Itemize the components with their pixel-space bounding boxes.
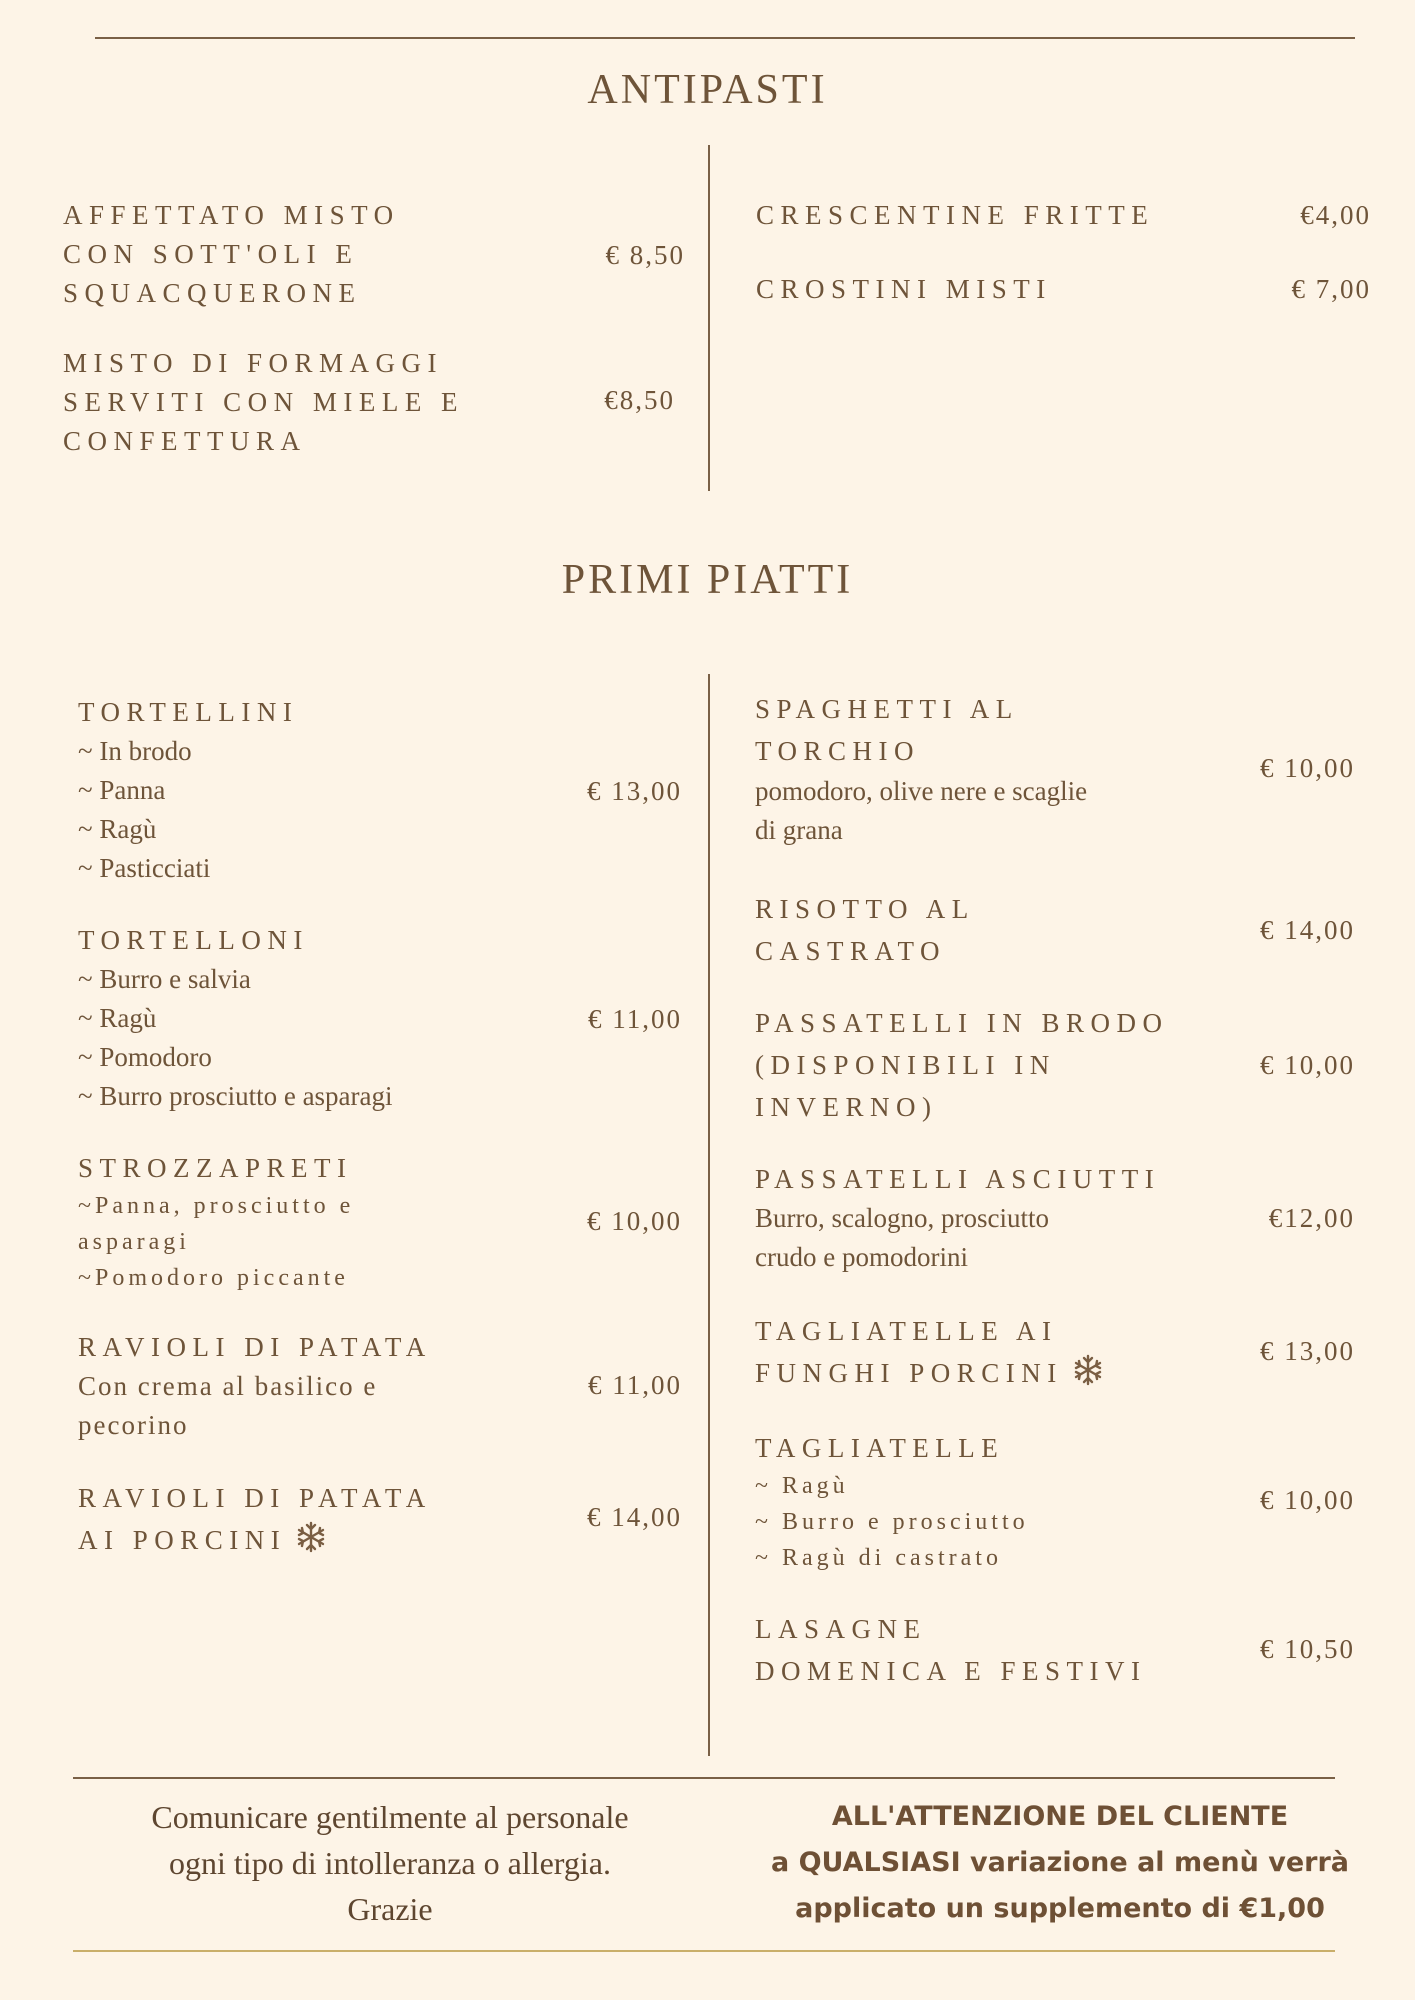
snowflake-icon [296, 1521, 326, 1565]
menu-item-ravioli-patata: RAVIOLI DI PATATA Con crema al basilico e pecorino [78, 1332, 432, 1440]
price: € 10,00 [1260, 1050, 1355, 1080]
menu-item-tagliatelle-porcini: TAGLIATELLE AI FUNGHI PORCINI [755, 1310, 1103, 1398]
menu-item-tortelloni: TORTELLONI ~ Burro e salvia ~ Ragù ~ Pomodoro ~ Burro prosciutto e asparagi [78, 925, 393, 1111]
price: € 7,00 [1291, 274, 1371, 304]
price: € 8,50 [605, 240, 685, 270]
top-rule [95, 37, 1355, 39]
price: € 10,00 [1260, 1485, 1355, 1515]
price: € 11,00 [588, 1004, 682, 1034]
footer-bottom-rule [73, 1950, 1335, 1952]
price: € 14,00 [1260, 915, 1355, 945]
menu-item-crostini: CROSTINI MISTI [756, 274, 1052, 304]
menu-item-tagliatelle: TAGLIATELLE ~ Ragù ~ Burro e prosciutto ~ Ragù di castrato [755, 1433, 1029, 1571]
menu-item-affettato: AFFETTATO MISTO CON SOTT'OLI E SQUACQUERONE [63, 200, 400, 308]
price: € 10,50 [1260, 1634, 1355, 1664]
price: €12,00 [1268, 1203, 1355, 1233]
primi-divider [708, 674, 710, 1756]
menu-item-risotto: RISOTTO AL CASTRATO [755, 894, 975, 966]
price: € 13,00 [1260, 1336, 1355, 1366]
menu-item-spaghetti: SPAGHETTI AL TORCHIO pomodoro, olive nere e scaglie di grana [755, 694, 1088, 845]
price: €4,00 [1300, 200, 1371, 230]
section-title-primi: PRIMI PIATTI [561, 557, 854, 603]
snowflake-icon [1073, 1354, 1103, 1398]
price: € 11,00 [588, 1370, 682, 1400]
price: € 10,00 [1260, 753, 1355, 783]
section-title-antipasti: ANTIPASTI [587, 67, 828, 113]
footer-top-rule [73, 1777, 1335, 1779]
menu-item-passatelli-brodo: PASSATELLI IN BRODO (DISPONIBILI IN INVERNO) [755, 1008, 1169, 1122]
price: € 13,00 [587, 776, 682, 806]
menu-item-crescentine: CRESCENTINE FRITTE [756, 200, 1155, 230]
menu-item-lasagne: LASAGNE DOMENICA E FESTIVI [755, 1614, 1147, 1686]
menu-item-passatelli-asciutti: PASSATELLI ASCIUTTI Burro, scalogno, prosciutto crudo e pomodorini [755, 1164, 1161, 1272]
allergy-notice: Comunicare gentilmente al personale ogni tipo di intolleranza o allergia. Grazie [151, 1799, 629, 1927]
antipasti-divider [708, 145, 710, 491]
supplement-notice: ALL'ATTENZIONE DEL CLIENTE a QUALSIASI variazione al menù verrà applicato un supplemento di €1,00 [770, 1801, 1350, 1924]
menu-item-strozzapreti: STROZZAPRETI ~Panna, prosciutto e asparagi ~Pomodoro piccante [78, 1153, 355, 1291]
price: €8,50 [604, 385, 675, 415]
menu-item-ravioli-porcini: RAVIOLI DI PATATA AI PORCINI [78, 1477, 432, 1565]
price: € 10,00 [587, 1206, 682, 1236]
menu-item-formaggi: MISTO DI FORMAGGI SERVITI CON MIELE E CONFETTURA [63, 348, 465, 456]
menu-item-tortellini: TORTELLINI ~ In brodo ~ Panna ~ Ragù ~ Pasticciati [78, 697, 299, 883]
price: € 14,00 [587, 1502, 682, 1532]
